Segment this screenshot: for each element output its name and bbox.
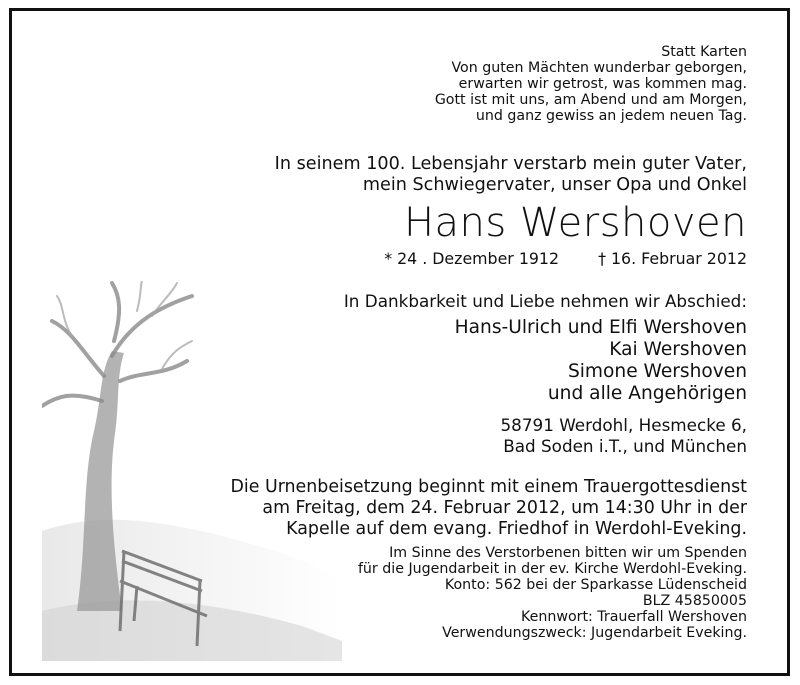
obituary-frame [9, 8, 790, 676]
mourner: Hans-Ulrich und Elfi Wershoven [454, 317, 747, 338]
service-line: Die Urnenbeisetzung beginnt mit einem Trauergottesdienst [230, 477, 747, 497]
address-line: 58791 Werdohl, Hesmecke 6, [500, 415, 747, 435]
service-line: Kapelle auf dem evang. Friedhof in Werdohl-Eveking. [286, 519, 747, 539]
donation-request [358, 546, 747, 641]
tree-and-bench-illustration [42, 281, 342, 661]
motto-line: Von guten Mächten wunderbar geborgen, [451, 60, 747, 76]
donation-line: Verwendungszweck: Jugendarbeit Eveking. [442, 624, 747, 641]
mourner: Kai Wershoven [609, 339, 747, 360]
death-announcement [275, 154, 747, 196]
motto-line: erwarten wir getrost, was kommen mag. [458, 76, 747, 92]
donation-line: Kennwort: Trauerfall Wershoven [521, 608, 747, 625]
death-date: † 16. Februar 2012 [598, 249, 747, 268]
address-line: Bad Soden i.T., und München [503, 436, 747, 456]
motto-poem [435, 44, 747, 124]
deceased-name: Hans Wershoven [403, 200, 747, 246]
farewell-line: In Dankbarkeit und Liebe nehmen wir Abschied: [343, 291, 747, 311]
life-dates [384, 249, 747, 269]
donation-line: Im Sinne des Verstorbenen bitten wir um Spenden [389, 545, 747, 561]
mourner: und alle Angehörigen [547, 383, 747, 404]
motto-line: Statt Karten [661, 44, 747, 60]
mourner: Simone Wershoven [567, 361, 747, 382]
mourner-address [500, 415, 747, 457]
motto-line: Gott ist mit uns, am Abend und am Morgen, [434, 92, 747, 108]
intro-line: mein Schwiegervater, unser Opa und Onkel [362, 175, 747, 195]
donation-line: Konto: 562 bei der Sparkasse Lüdenscheid [444, 576, 747, 593]
birth-date: * 24 . Dezember 1912 [384, 249, 560, 268]
service-line: am Freitag, dem 24. Februar 2012, um 14:30 Uhr in der [262, 498, 747, 518]
intro-line: In seinem 100. Lebensjahr verstarb mein guter Vater, [274, 154, 747, 174]
mourners-list [455, 317, 747, 405]
motto-line: und ganz gewiss an jedem neuen Tag. [475, 108, 747, 124]
funeral-service-info [231, 477, 747, 540]
donation-line: BLZ 45850005 [642, 592, 747, 609]
donation-line: für die Jugendarbeit in der ev. Kirche Werdohl-Eveking. [357, 560, 747, 577]
